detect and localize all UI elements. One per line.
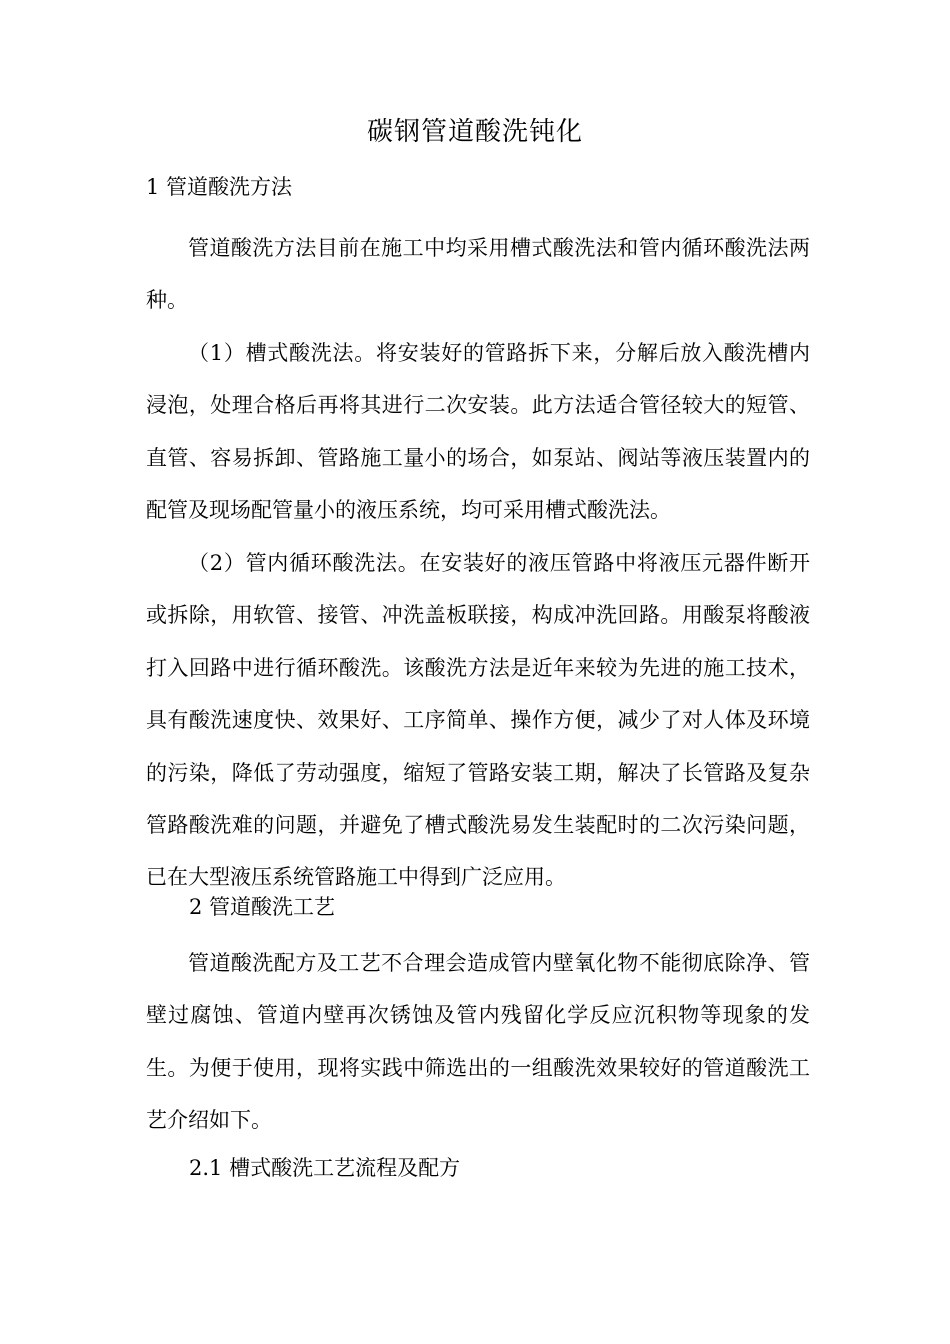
paragraph-tank-pickling: （1）槽式酸洗法。将安装好的管路拆下来，分解后放入酸洗槽内浸泡，处理合格后再将其进行二次安装。此方法适合管径较大的短管、直管、容易拆卸、管路施工量小的场合，如泵站、阀站等液压装置内的配管及现场配管量小的液压系统，均可采用槽式酸洗法。 bbox=[146, 341, 810, 523]
section-heading-2: 2 管道酸洗工艺 bbox=[189, 895, 336, 919]
subsection-heading-2-1: 2.1 槽式酸洗工艺流程及配方 bbox=[189, 1156, 461, 1180]
section-heading-1: 1 管道酸洗方法 bbox=[146, 175, 293, 199]
document-title: 碳钢管道酸洗钝化 bbox=[366, 117, 583, 147]
paragraph-methods-intro: 管道酸洗方法目前在施工中均采用槽式酸洗法和管内循环酸洗法两种。 bbox=[146, 236, 810, 313]
paragraph-circulation-pickling: （2）管内循环酸洗法。在安装好的液压管路中将液压元器件断开或拆除，用软管、接管、冲洗盖板联接，构成冲洗回路。用酸泵将酸液打入回路中进行循环酸洗。该酸洗方法是近年来较为先进的施工技术，具有酸洗速度快、效果好、工序简单、操作方便，减少了对人体及环境的污染，降低了劳动强度，缩短了管路安装工期，解决了长管路及复杂管路酸洗难的问题，并避免了槽式酸洗易发生装配时的二次污染问题，已在大型液压系统管路施工中得到广泛应用。 bbox=[146, 551, 810, 890]
paragraph-process-intro: 管道酸洗配方及工艺不合理会造成管内壁氧化物不能彻底除净、管壁过腐蚀、管道内壁再次锈蚀及管内残留化学反应沉积物等现象的发生。为便于使用，现将实践中筛选出的一组酸洗效果较好的管道酸洗工艺介绍如下。 bbox=[146, 951, 810, 1133]
